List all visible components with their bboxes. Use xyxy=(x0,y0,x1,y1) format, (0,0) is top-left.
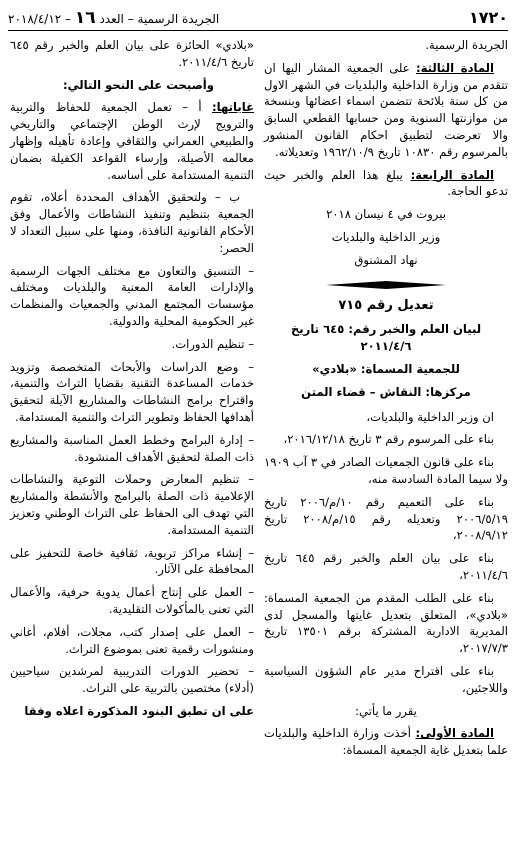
article-4 xyxy=(264,167,508,201)
paragraph: بناء على المرسوم رقم ٣ تاريخ ٢٠١٦/١٢/١٨، xyxy=(283,432,494,447)
header-issue: ١٦ xyxy=(74,8,96,28)
closing-line: على ان تطبق البنود المذكورة اعلاه وفقا xyxy=(24,703,254,718)
list-item: – إدارة البرامج وخطط العمل المناسبة والمشاريع ذات الصلة لتحقيق الأهداف المنشودة. xyxy=(10,432,254,464)
signature-title: وزير الداخلية والبلديات xyxy=(331,229,441,244)
list-item: – تحضير الدورات التدريبية لمرشدين سياحيين (أدلاء) مختصين بالتربية على التراث. xyxy=(10,664,254,696)
amendment-subtitle-3: مركزها: النقاش – قضاء المتن xyxy=(301,384,471,399)
list-item: – العمل على إنتاج أعمال يدوية حرفية، والأعمال التي تعنى بالمأكولات التقليدية. xyxy=(10,585,254,616)
amendment-subtitle-1: لبيان العلم والخبر رقم: ٦٤٥ تاريخ ٢٠١١/٤/٦ xyxy=(290,322,482,354)
article-3-label: المادة الثالثة: xyxy=(415,60,494,75)
goals-a-text: أ – تعمل الجمعية للحفاظ والتربية والترويج لإرث الوطن الإجتماعي والتاريخي والطبيعي العمراني والثقافي وإعادة تأهيله وإظهار معالمه الأصيلة، وإرساء القواعد الكفيلة بضمان التنمية المستدامة على أساسه. xyxy=(10,100,254,182)
article-3-text: على الجمعية المشار اليها ان تتقدم من وزارة الداخلية والبلديات في الشهر الاول من كل سنة بلائحة تتضمن اسماء اعضائها وبنسخة من موازنتها السنوية ومن حسابها القطعي السابق والا تعرضت لتطبيق احكام القانون المنشور بالمرسوم رقم ١٠٨٣٠ تاريخ ١٩٦٢/١٠/٩ وتعديلاته. xyxy=(264,60,508,159)
paragraph: بناء على التعميم رقم ١٠/م/٢٠٠٦ تاريخ ٢٠٠٦/٥/١٩ وتعديله رقم ١٥/م/٢٠٠٨ تاريخ ٢٠٠٨/٩/١٢، xyxy=(264,494,508,543)
page-header xyxy=(8,6,508,31)
list-item: – تنظيم المعارض وحملات التوعية والنشاطات الإعلامية ذات الصلة بالبرامج والأنشطة والمشاريع التي تهدف الى الحفاظ على التراث الوطني وتعزيز التنمية المستدامة. xyxy=(10,472,254,537)
article-3 xyxy=(264,60,508,161)
header-title xyxy=(8,6,219,31)
paragraph: بناء على بيان العلم والخبر رقم ٦٤٥ تاريخ ٢٠١١/٤/٦، xyxy=(264,551,508,582)
list-item: – العمل على إصدار كتب، مجلات، أفلام، أغاني ومنشورات رقمية تعنى بموضوع التراث. xyxy=(10,624,254,656)
list-item: – تنظيم الدورات. xyxy=(171,336,254,351)
list-item: – وضع الدراسات والأبحاث المتخصصة وتزويد خدمات المساعدة التقنية بقضايا التراث والتنمية، واقتراح برامج النشاطات والمشاريع الآيلة لتحقيق أهدافها الحفاظ وتطوير التراث والتنمية المستدامة. xyxy=(10,359,254,424)
paragraph: بناء على الطلب المقدم من الجمعية المسماة: «بلادي»، المتعلق بتعديل غايتها والمسجل لدى المديرية الادارية المشتركة برقم ١٣٥٠١ تاريخ ٢٠١٧/٧/٣، xyxy=(264,590,508,656)
article-1 xyxy=(264,725,508,759)
goals-b: ب – ولتحقيق الأهداف المحددة أعلاه، تقوم الجمعية بتنظيم وتنفيذ النشاطات والأعمال وفق الأحكام القانونية النافذة، ومنها على سبيل التعداد لا الحصر: xyxy=(10,190,254,255)
paragraph: ان وزير الداخلية والبلديات، xyxy=(366,409,494,424)
paragraph: «بلادي» الحائزة على بيان العلم والخبر رقم ٦٤٥ تاريخ ٢٠١١/٤/٦. xyxy=(10,38,254,69)
amendment-title: تعديل رقم ٧١٥ xyxy=(338,297,434,313)
decides-line: يقرر ما يأتي: xyxy=(355,703,417,718)
list-item: – التنسيق والتعاون مع مختلف الجهات الرسمية والإدارات العامة المعنية والبلديات ومختلف مؤسسات المجتمع المدني والجمعيات والمنظمات غير الحكومية المحلية والدولية. xyxy=(10,263,254,328)
left-column xyxy=(10,37,254,765)
paragraph: الجريدة الرسمية. xyxy=(425,38,508,52)
signature-name: نهاد المشنوق xyxy=(354,252,418,267)
separator-ornament xyxy=(326,281,446,289)
header-title-prefix: الجريدة الرسمية – العدد xyxy=(99,12,220,26)
right-column xyxy=(264,37,508,765)
article-4-label: المادة الرابعة: xyxy=(410,167,494,182)
page-number: ١٧٢٠ xyxy=(468,8,508,27)
signature-place-date: بيروت في ٤ نيسان ٢٠١٨ xyxy=(326,207,446,222)
became-heading: وأصبحت على النحو التالي: xyxy=(62,77,214,92)
goals-a xyxy=(10,99,254,183)
article-1-text: أخذت وزارة الداخلية والبلديات علما بتعديل غاية الجمعية المسماة: xyxy=(264,726,508,758)
goals-label: غاياتها: xyxy=(212,100,254,115)
list-item: – إنشاء مراكز تربوية، ثقافية خاصة للتحفيز على المحافظة على الآثار. xyxy=(10,545,254,577)
paragraph: بناء على قانون الجمعيات الصادر في ٣ آب ١٩٠٩ ولا سيما المادة السادسة منه، xyxy=(264,455,508,486)
paragraph: بناء على اقتراح مدير عام الشؤون السياسية واللاجئين، xyxy=(264,663,508,695)
amendment-subtitle-2: للجمعية المسماة: «بلادي» xyxy=(312,362,460,376)
columns xyxy=(8,37,508,765)
article-1-label: المادة الأولى: xyxy=(415,726,494,741)
header-date: – ٢٠١٨/٤/١٢ xyxy=(8,12,72,26)
article-4-text: يبلغ هذا العلم والخبر حيث تدعو الحاجة. xyxy=(264,167,508,199)
